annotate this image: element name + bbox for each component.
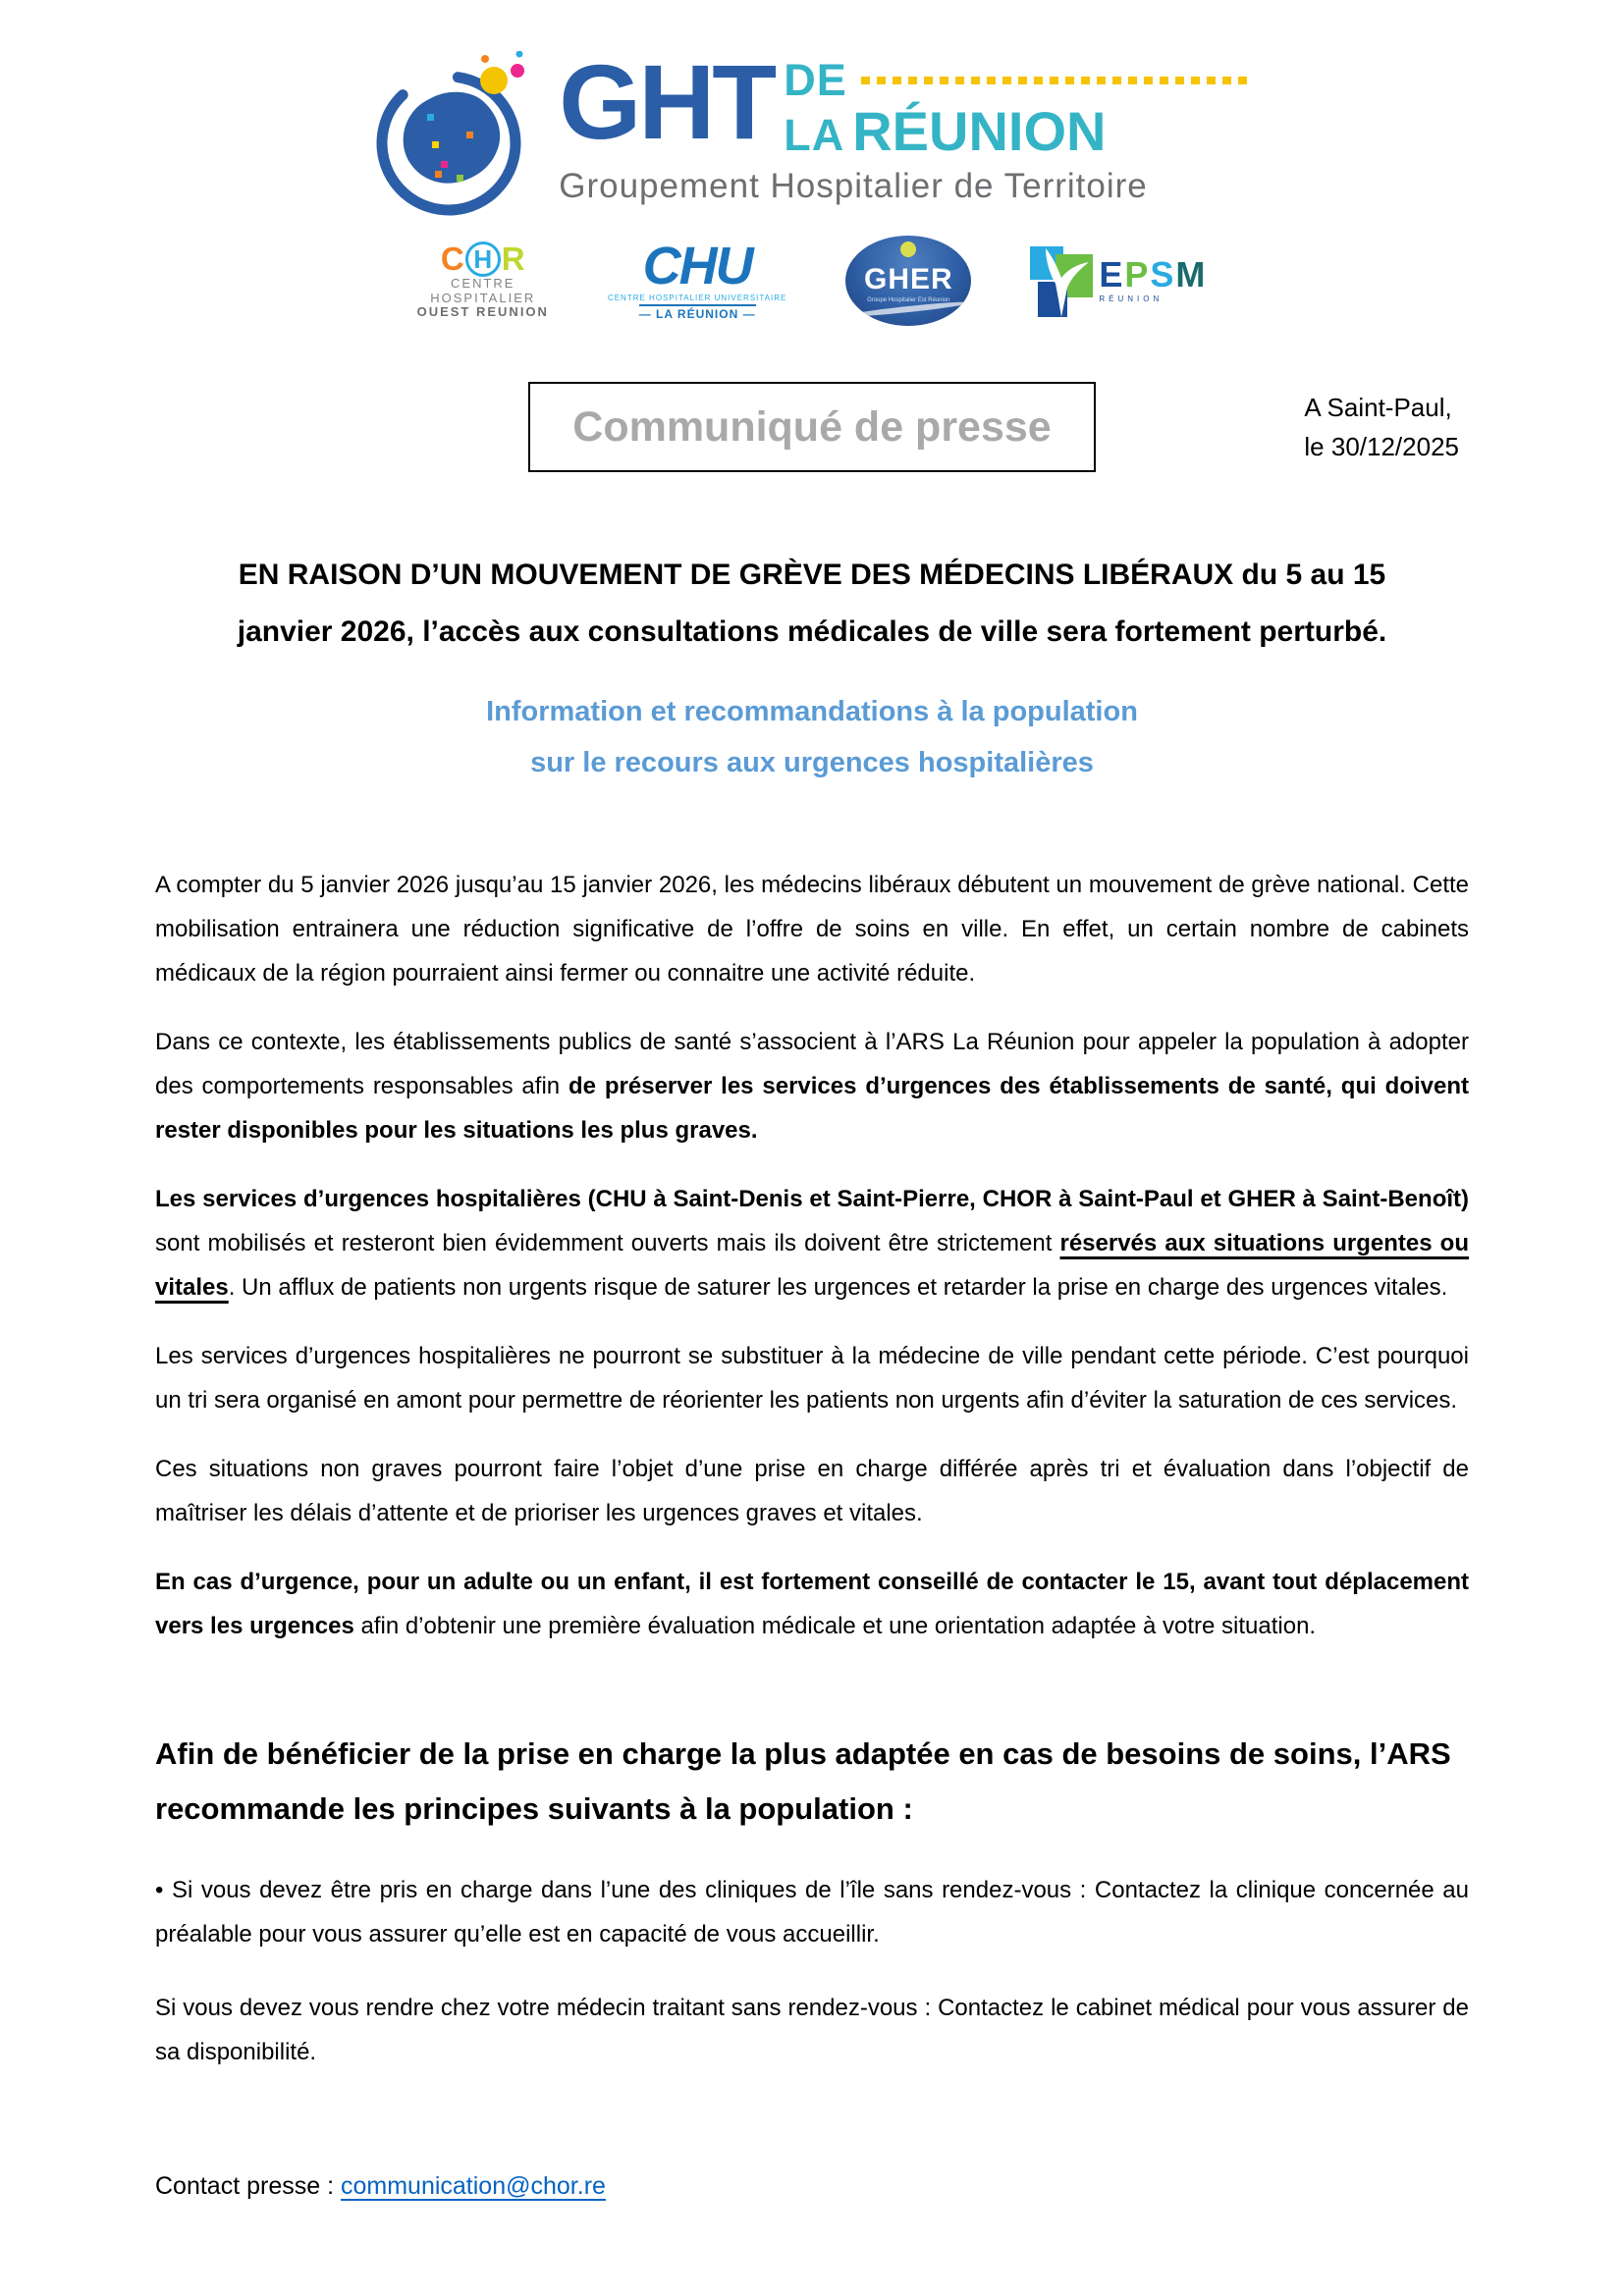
epsm-letter-m: M bbox=[1175, 254, 1208, 294]
chu-logo bbox=[607, 236, 787, 321]
subtitle-line-2: sur le recours aux urgences hospitalières bbox=[530, 747, 1094, 778]
press-contact bbox=[155, 2172, 1469, 2201]
epsm-logo bbox=[1030, 242, 1207, 319]
contact-email-link[interactable]: communication@chor.re bbox=[340, 2172, 606, 2200]
main-title-line-2: janvier 2026, l’accès aux consultations médicales de ville sera fortement perturbé. bbox=[237, 615, 1387, 648]
press-release-box bbox=[528, 382, 1096, 472]
body-paragraph-4: Les services d’urgences hospitalières ne pourront se substituer à la médecine de ville pendant cette période. C’est pourquoi un tri sera organisé en amont pour permettre de réorienter les patients non urgents afin d’éviter la saturation de ces services. bbox=[155, 1343, 1469, 1414]
header-logo-area bbox=[0, 0, 1624, 220]
chor-line-3: OUEST REUNION bbox=[416, 303, 549, 319]
body-paragraph-1: A compter du 5 janvier 2026 jusqu’au 15 janvier 2026, les médecins libéraux débutent un mouvement de grève national. Cette mobilisation entrainera une réduction significative de l’offre de soins en ville. En effet, un certain nombre de cabinets médicaux de la région pourraient ainsi fermer ou connaitre une activité réduite. bbox=[155, 872, 1469, 987]
recommendations-list bbox=[155, 1868, 1469, 2074]
chu-reunion-label: — LA RÉUNION — bbox=[639, 304, 756, 321]
epsm-squares-icon bbox=[1030, 242, 1093, 319]
gher-wordmark: GHER bbox=[864, 263, 953, 295]
ght-logo-text bbox=[559, 42, 1254, 206]
recommendations-heading: Afin de bénéficier de la prise en charge la plus adaptée en cas de besoins de soins, l’ARS recommande les principes suivants à la population : bbox=[155, 1736, 1451, 1826]
chor-line-2: HOSPITALIER bbox=[430, 290, 536, 305]
body-paragraph-3: Les services d’urgences hospitalières (CHU à Saint-Denis et Saint-Pierre, CHOR à Saint-Paul et GHER à Saint-Benoît) sont mobilisés et resteront bien évidemment ouverts mais ils doivent être strictement réservés aux situations urgentes ou vitales. Un afflux de patients non urgents risque de saturer les urgences et retarder la prise en charge des urgences vitales. bbox=[155, 1186, 1469, 1301]
body-paragraph-2: Dans ce contexte, les établissements publics de santé s’associent à l’ARS La Réunion pour appeler la population à adopter des comportements responsables afin de préserver les services d’urgences des établissements de santé, qui doivent rester disponibles pour les situations les plus graves. bbox=[155, 1029, 1469, 1144]
epsm-letter-e: E bbox=[1099, 254, 1125, 294]
body-paragraph-6: En cas d’urgence, pour un adulte ou un enfant, il est fortement conseillé de contacter le 15, avant tout déplacement vers les urgences afin d’obtenir une première évaluation médicale et une orientation adaptée à votre situation. bbox=[155, 1569, 1469, 1639]
epsm-letter-s: S bbox=[1150, 254, 1176, 294]
dateline-place: A Saint-Paul, bbox=[1304, 393, 1452, 422]
contact-label: Contact presse : bbox=[155, 2172, 341, 2200]
main-title bbox=[155, 547, 1469, 661]
subtitle bbox=[155, 686, 1469, 788]
ght-tagline: Groupement Hospitalier de Territoire bbox=[559, 167, 1148, 205]
main-title-line-1: EN RAISON D’UN MOUVEMENT DE GRÈVE DES MÉDECINS LIBÉRAUX du 5 au 15 bbox=[238, 559, 1386, 591]
ght-island-icon bbox=[370, 51, 539, 220]
ght-logo bbox=[370, 42, 1254, 220]
chu-wordmark: CHU bbox=[642, 236, 752, 295]
ght-de-label: DE bbox=[784, 55, 847, 105]
body-text bbox=[155, 863, 1469, 1648]
epsm-bird-icon bbox=[1032, 242, 1095, 319]
chor-letters bbox=[441, 241, 525, 277]
gher-subtitle: Groupe Hospitalier Est Réunion bbox=[867, 297, 950, 303]
epsm-text bbox=[1099, 254, 1208, 303]
yellow-dotted-line bbox=[861, 77, 1254, 84]
subtitle-line-1: Information et recommandations à la population bbox=[486, 696, 1138, 727]
press-release-label: Communiqué de presse bbox=[572, 402, 1052, 451]
dateline-date: le 30/12/2025 bbox=[1304, 432, 1459, 461]
chor-logo bbox=[417, 241, 549, 319]
ght-la-label: LA bbox=[784, 110, 845, 160]
gher-logo bbox=[845, 236, 971, 326]
chor-letter-r: R bbox=[501, 240, 525, 277]
ght-reunion-label: RÉUNION bbox=[852, 100, 1107, 162]
epsm-letter-p: P bbox=[1124, 254, 1151, 294]
ght-wordmark: GHT bbox=[559, 42, 775, 161]
epsm-reunion-label: RÉUNION bbox=[1099, 294, 1164, 303]
dateline bbox=[1304, 388, 1459, 466]
recommendation-item-1: • Si vous devez être pris en charge dans l’une des cliniques de l’île sans rendez-vous : Contactez la clinique concernée au préalable pour vous assurer qu’elle est en capacité de vous accueillir. bbox=[155, 1877, 1469, 1948]
chor-letter-c: C bbox=[440, 240, 464, 277]
partner-logos-row bbox=[0, 234, 1624, 327]
recommendation-item-2: Si vous devez vous rendre chez votre médecin traitant sans rendez-vous : Contactez le cabinet médical pour vous assurer de sa disponibilité. bbox=[155, 1995, 1469, 2065]
gher-sun-icon bbox=[900, 241, 916, 257]
chu-subtitle: CENTRE HOSPITALIER UNIVERSITAIRE bbox=[607, 293, 787, 302]
body-paragraph-5: Ces situations non graves pourront faire l’objet d’une prise en charge différée après tri et évaluation dans l’objectif de maîtriser les délais d’attente et de prioriser les urgences graves et vitales. bbox=[155, 1456, 1469, 1526]
chor-letter-h: H bbox=[465, 241, 501, 277]
chor-line-1: CENTRE bbox=[451, 276, 515, 292]
press-banner-row bbox=[0, 382, 1624, 476]
